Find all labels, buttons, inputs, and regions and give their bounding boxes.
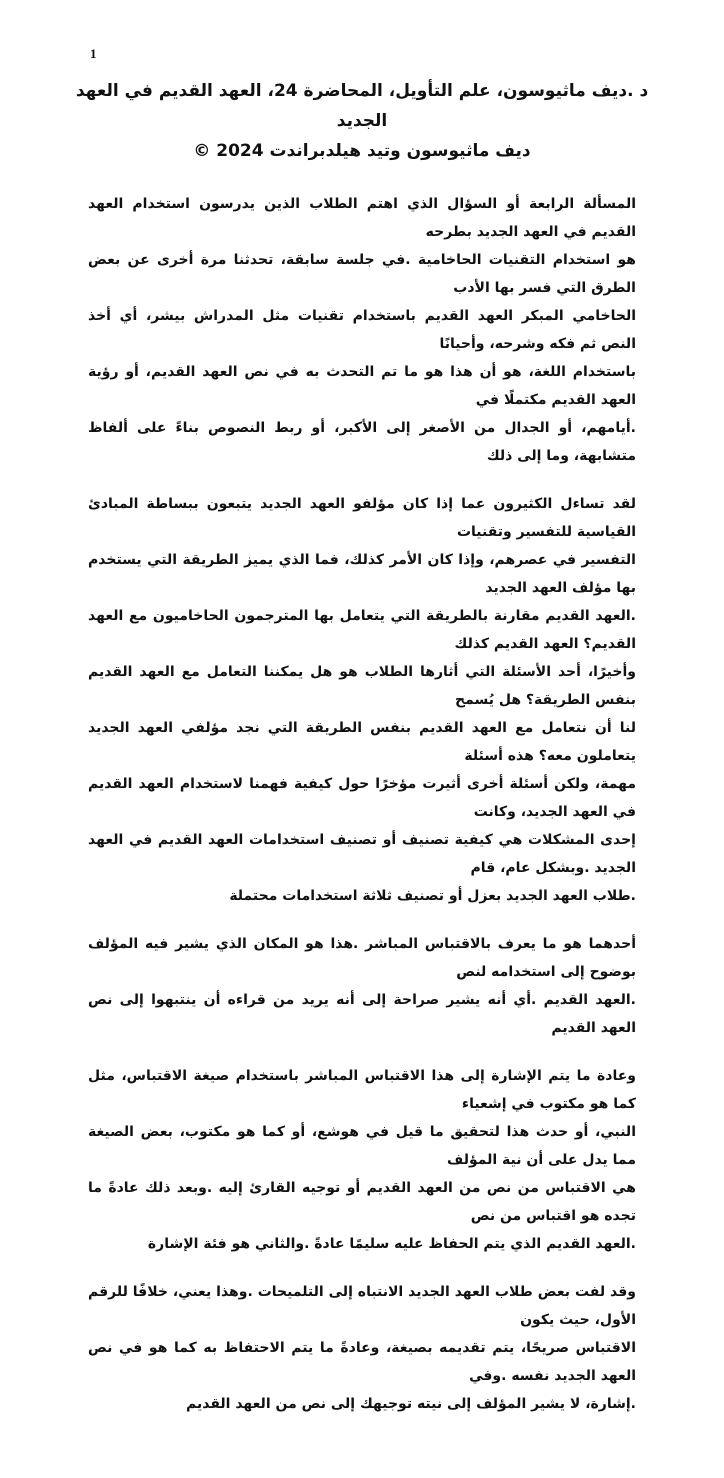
text-line: لنا أن نتعامل مع العهد القديم بنفس الطريقة التي نجد مؤلفي العهد الجديد يتعاملون معه؟ هذه أسئلة xyxy=(88,720,636,764)
paragraph xyxy=(88,1062,636,1258)
page-number: 1 xyxy=(90,46,97,61)
text-line: هو استخدام التقنيات الحاخامية .في جلسة سابقة، تحدثنا مرة أخرى عن بعض الطرق التي فسر بها الأدب xyxy=(88,252,636,296)
text-line: .إشارة، لا يشير المؤلف إلى نيته توجيهك إلى نص من العهد القديم xyxy=(186,1396,636,1412)
text-line: وقد لفت بعض طلاب العهد الجديد الانتباه إلى التلميحات .وهذا يعني، خلافًا للرقم الأول، حيث يكون xyxy=(88,1284,636,1328)
text-line: وعادة ما يتم الإشارة إلى هذا الاقتباس المباشر باستخدام صيغة الاقتباس، مثل كما هو مكتوب في إشعياء xyxy=(88,1068,636,1112)
text-line: .العهد القديم الذي يتم الحفاظ عليه سليمًا عادةً .والثاني هو فئة الإشارة xyxy=(147,1236,636,1252)
text-line: هي الاقتباس من نص من العهد القديم أو توجيه القارئ إليه .وبعد ذلك عادةً ما تجده هو اقتباس من نص xyxy=(88,1180,636,1224)
paragraph xyxy=(88,490,636,910)
text-line: المسألة الرابعة أو السؤال الذي اهتم الطلاب الذين يدرسون استخدام العهد القديم في العهد الجديد بطرحه xyxy=(88,196,636,240)
text-line: الاقتباس صريحًا، يتم تقديمه بصيغة، وعادةً ما يتم الاحتفاظ به كما هو في نص العهد الجديد نفسه .وفي xyxy=(88,1340,636,1384)
text-line: مهمة، ولكن أسئلة أخرى أثيرت مؤخرًا حول كيفية فهمنا لاستخدام العهد القديم في العهد الجديد، وكانت xyxy=(88,776,636,820)
paragraph xyxy=(88,190,636,470)
text-line: إحدى المشكلات هي كيفية تصنيف أو تصنيف استخدامات العهد القديم في العهد الجديد .وبشكل عام، قام xyxy=(88,832,636,876)
text-line: لقد تساءل الكثيرون عما إذا كان مؤلفو العهد الجديد يتبعون ببساطة المبادئ القياسية للتفسير وتقنيات xyxy=(88,496,636,540)
text-line: الحاخامي المبكر العهد القديم باستخدام تقنيات مثل المدراش بيشر، أي أخذ النص ثم فكه وشرحه، وأحيانًا xyxy=(88,308,636,352)
text-line: التفسير في عصرهم، وإذا كان الأمر كذلك، فما الذي يميز الطريقة التي يستخدم بها مؤلف العهد الجديد xyxy=(88,552,636,596)
text-line: .العهد القديم مقارنة بالطريقة التي يتعامل بها المترجمون الحاخاميون مع العهد القديم؟ العهد القديم كذلك xyxy=(88,608,636,652)
document-header xyxy=(0,76,724,166)
text-line: أحدهما هو ما يعرف بالاقتباس المباشر .هذا هو المكان الذي يشير فيه المؤلف بوضوح إلى استخدامه لنص xyxy=(88,936,636,980)
text-line: باستخدام اللغة، هو أن هذا هو ما تم التحدث به في نص العهد القديم، أو رؤية العهد القديم مكتملًا في xyxy=(88,364,636,408)
text-line: وأخيرًا، أحد الأسئلة التي أثارها الطلاب هو هل يمكننا التعامل مع العهد القديم بنفس الطريقة؟ هل يُسمح xyxy=(88,664,636,708)
text-line: .طلاب العهد الجديد بعزل أو تصنيف ثلاثة استخدامات محتملة xyxy=(229,888,636,904)
document-title: د .ديف ماثيوسون، علم التأويل، المحاضرة 24، العهد القديم في العهد الجديد xyxy=(75,81,649,131)
text-line: النبي، أو حدث هذا لتحقيق ما قيل في هوشع، أو كما هو مكتوب، بعض الصيغة مما يدل على أن نية المؤلف xyxy=(88,1124,636,1168)
paragraph xyxy=(88,930,636,1042)
text-line: .العهد القديم .أي أنه يشير صراحة إلى أنه يريد من قراءه أن ينتبهوا إلى نص العهد القديم xyxy=(88,992,636,1036)
copyright-line: ديف ماثيوسون وتيد هيلدبراندت 2024 © xyxy=(193,141,531,161)
paragraph xyxy=(88,1278,636,1418)
text-line: .أيامهم، أو الجدال من الأصغر إلى الأكبر، أو ربط النصوص بناءً على ألفاظ متشابهة، وما إلى ذلك xyxy=(88,420,636,464)
